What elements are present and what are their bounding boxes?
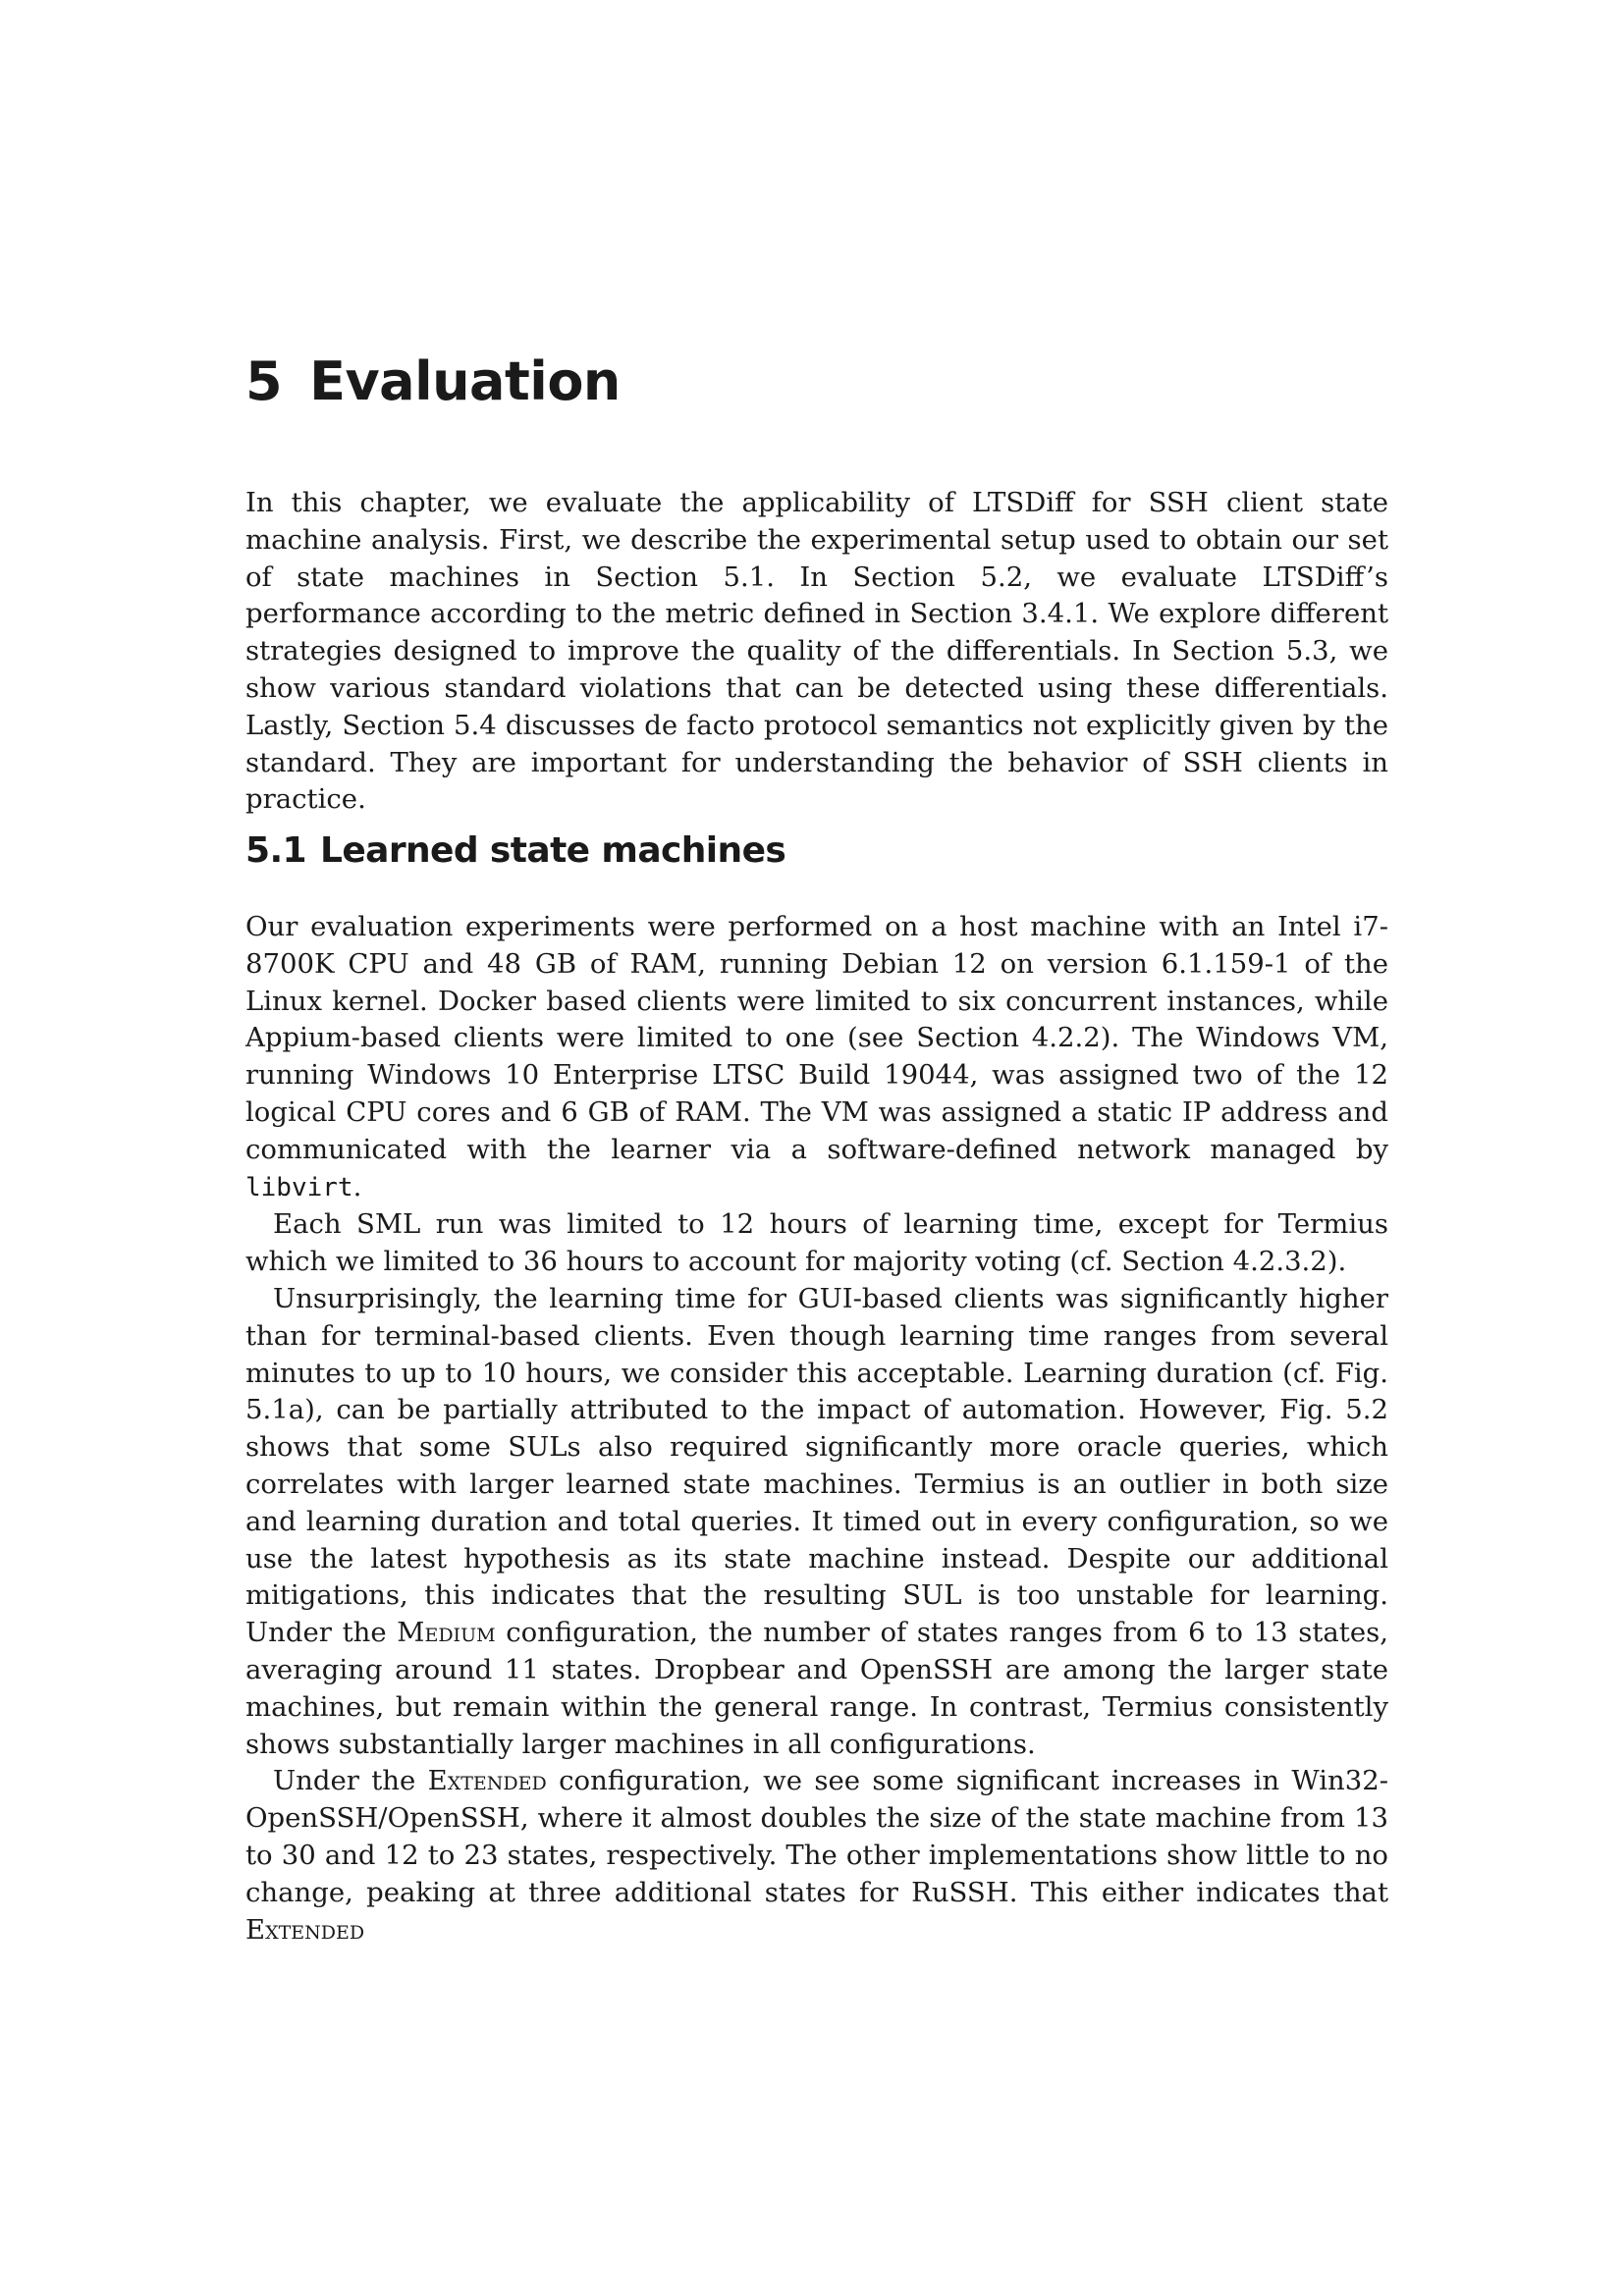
section-body	[245, 909, 1388, 1949]
chapter-number: 5	[245, 350, 283, 412]
paragraph-extended-lead: Under the	[273, 1765, 428, 1797]
paragraph-setup-end: .	[352, 1170, 362, 1202]
section-number: 5.1	[245, 830, 306, 871]
config-extended: Extended	[427, 1765, 547, 1797]
config-extended-2: Extended	[245, 1913, 365, 1946]
chapter-title: Evaluation	[309, 350, 621, 412]
paragraph-learning-time	[245, 1281, 1388, 1763]
paragraph-setup	[245, 909, 1388, 1206]
paragraph-setup-text: Our evaluation experiments were performed on a host machine with an Intel i7-8700K CPU and 48 GB of RAM, running Debian 12 on version 6.1.159-1 of the Linux kernel. Docker based clients were limited to six concurrent instances, while Appium-based clients were limited to one (see Section 4.2.2). The Windows VM, running Windows 10 Enterprise LTSC Build 19044, was assigned two of the 12 logical CPU cores and 6 GB of RAM. The VM was assigned a static IP address and communicated with the learner via a software-defined network managed by	[245, 911, 1388, 1165]
section-heading	[245, 830, 786, 871]
paragraph-learning-time-text: Unsurprisingly, the learning time for GUI-based clients was significantly higher than for terminal-based clients. Even though learning time ranges from several minutes to up to 10 hours, we consider this acceptable. Learning duration (cf. Fig. 5.1a), can be partially attributed to the impact of automation. However, Fig. 5.2 shows that some SULs also required significantly more oracle queries, which correlates with larger learned state machines. Termius is an outlier in both size and learning duration and total queries. It timed out in every configuration, so we use the latest hypothesis as its state machine instead. Despite our additional mitigations, this indicates that the resulting SUL is too unstable for learning. Under the	[245, 1282, 1388, 1649]
section-title: Learned state machines	[319, 830, 786, 871]
paragraph-time-limit: Each SML run was limited to 12 hours of learning time, except for Termius which we limited to 36 hours to account for majority voting (cf. Section 4.2.3.2).	[245, 1208, 1388, 1278]
paragraph-extended-text: configuration, we see some significant increases in Win32-OpenSSH/OpenSSH, where it almost doubles the size of the state machine from 13 to 30 and 12 to 23 states, respectively. The other implementations show little to no change, peaking at three additional states for RuSSH. This either indicates that	[245, 1765, 1388, 1908]
chapter-heading	[245, 350, 621, 412]
intro-paragraph: In this chapter, we evaluate the applicability of LTSDiff for SSH client state machine analysis. First, we describe the experimental setup used to obtain our set of state machines in Section 5.1. In Section 5.2, we evaluate LTSDiff’s performance according to the metric defined in Section 3.4.1. We explore different strategies designed to improve the quality of the differentials. In Section 5.3, we show various standard violations that can be detected using these differentials. Lastly, Section 5.4 discusses de facto protocol semantics not explicitly given by the standard. They are important for understanding the behavior of SSH clients in practice.	[245, 487, 1388, 816]
paragraph-learning-time-rest: configuration, the number of states ranges from 6 to 13 states, averaging around 11 states. Dropbear and OpenSSH are among the larger state machines, but remain within the general range. In contrast, Termius consistently shows substantially larger machines in all configurations.	[245, 1617, 1388, 1760]
inline-code-libvirt: libvirt	[245, 1172, 353, 1202]
config-medium: Medium	[397, 1617, 496, 1649]
paragraph-extended	[245, 1763, 1388, 1949]
